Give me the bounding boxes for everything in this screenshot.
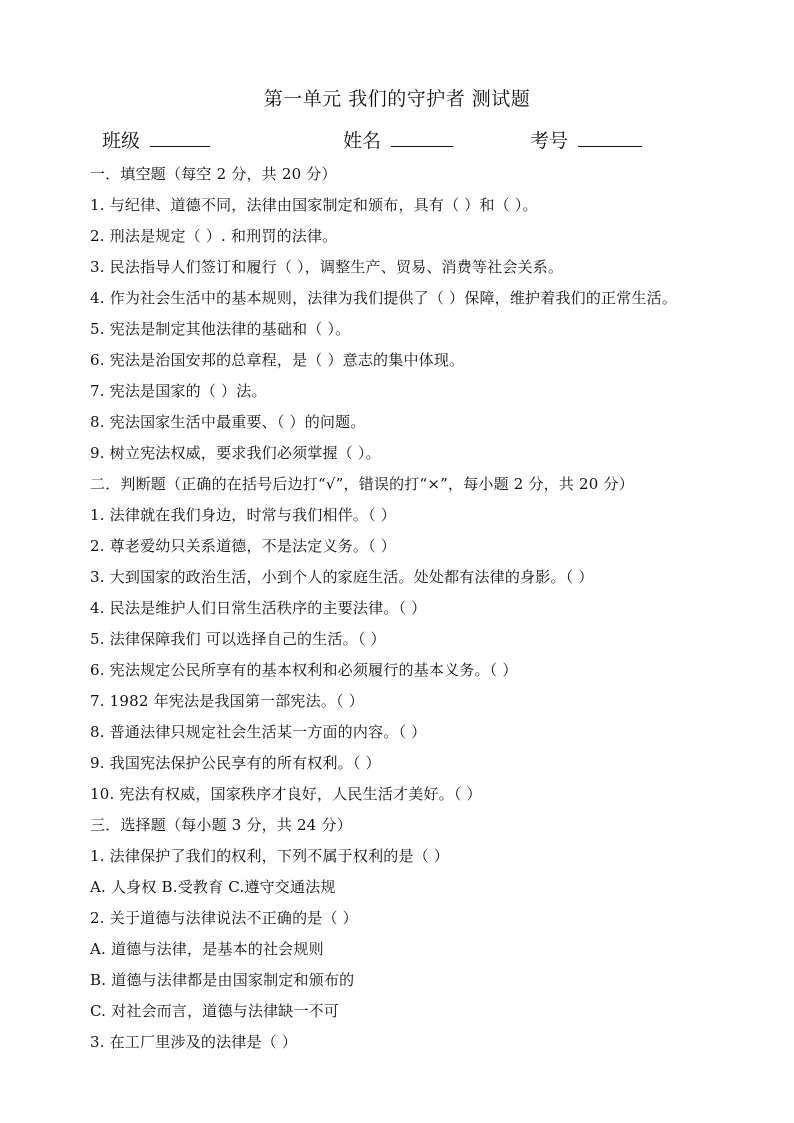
question-line: 6. 宪法是治国安邦的总章程，是（ ）意志的集中体现。	[90, 351, 465, 369]
question-list	[90, 162, 770, 1061]
question-line: 10. 宪法有权威，国家秩序才良好，人民生活才美好。（ ）	[90, 785, 482, 803]
question-line: 4. 作为社会生活中的基本规则，法律为我们提供了（ ）保障，维护着我们的正常生活。	[90, 289, 678, 307]
section-heading: 一．填空题（每空 2 分，共 20 分）	[90, 165, 337, 183]
class-label: 班级	[102, 130, 141, 152]
question-line: 1. 法律保护了我们的权利，下列不属于权利的是（ ）	[90, 847, 450, 865]
question-line: 3. 在工厂里涉及的法律是（ ）	[90, 1033, 298, 1051]
number-field	[530, 126, 642, 153]
question-line: 2. 尊老爱幼只关系道德，不是法定义务。（ ）	[90, 537, 396, 555]
question-line: 9. 我国宪法保护公民享有的所有权利。（ ）	[90, 754, 381, 772]
question-line: 3. 大到国家的政治生活，小到个人的家庭生活。处处都有法律的身影。（ ）	[90, 568, 594, 586]
name-field	[343, 126, 453, 153]
name-blank[interactable]	[391, 128, 453, 147]
question-line: 7. 宪法是国家的（ ）法。	[90, 382, 267, 400]
name-label: 姓名	[343, 130, 382, 152]
question-line: 5. 宪法是制定其他法律的基础和（ ）。	[90, 320, 351, 338]
option-line: B. 道德与法律都是由国家制定和颁布的	[90, 971, 355, 989]
question-line: 8. 宪法国家生活中最重要、（ ）的问题。	[90, 413, 366, 431]
number-blank[interactable]	[578, 128, 642, 147]
option-line: A. 人身权 B.受教育 C.遵守交通法规	[90, 878, 336, 896]
question-line: 3. 民法指导人们签订和履行（ ），调整生产、贸易、消费等社会关系。	[90, 258, 564, 276]
question-line: 7. 1982 年宪法是我国第一部宪法。（ ）	[90, 692, 364, 710]
question-line: 1. 法律就在我们身边，时常与我们相伴。（ ）	[90, 506, 396, 524]
class-blank[interactable]	[150, 128, 210, 147]
section-heading: 二．判断题（正确的在括号后边打“√”，错误的打“×”，每小题 2 分，共 20 分）	[90, 475, 634, 493]
question-line: 2. 关于道德与法律说法不正确的是（ ）	[90, 909, 358, 927]
class-field	[102, 126, 210, 153]
question-line: 2. 刑法是规定（ ）. 和刑罚的法律。	[90, 227, 338, 245]
question-line: 4. 民法是维护人们日常生活秩序的主要法律。（ ）	[90, 599, 427, 617]
question-line: 6. 宪法规定公民所享有的基本权利和必须履行的基本义务。（ ）	[90, 661, 518, 679]
option-line: A. 道德与法律，是基本的社会规则	[90, 940, 324, 958]
section-heading: 三．选择题（每小题 3 分，共 24 分）	[90, 816, 352, 834]
question-line: 9. 树立宪法权威，要求我们必须掌握（ ）。	[90, 444, 381, 462]
student-info-row	[0, 126, 794, 154]
question-line: 5. 法律保障我们 可以选择自己的生活。（ ）	[90, 630, 386, 648]
page-title: 第一单元 我们的守护者 测试题	[263, 88, 531, 110]
question-line: 1. 与纪律、道德不同，法律由国家制定和颁布，具有（ ）和（ ）。	[90, 196, 538, 214]
option-line: C. 对社会而言，道德与法律缺一不可	[90, 1002, 340, 1020]
number-label: 考号	[530, 130, 569, 152]
question-line: 8. 普通法律只规定社会生活某一方面的内容。（ ）	[90, 723, 427, 741]
